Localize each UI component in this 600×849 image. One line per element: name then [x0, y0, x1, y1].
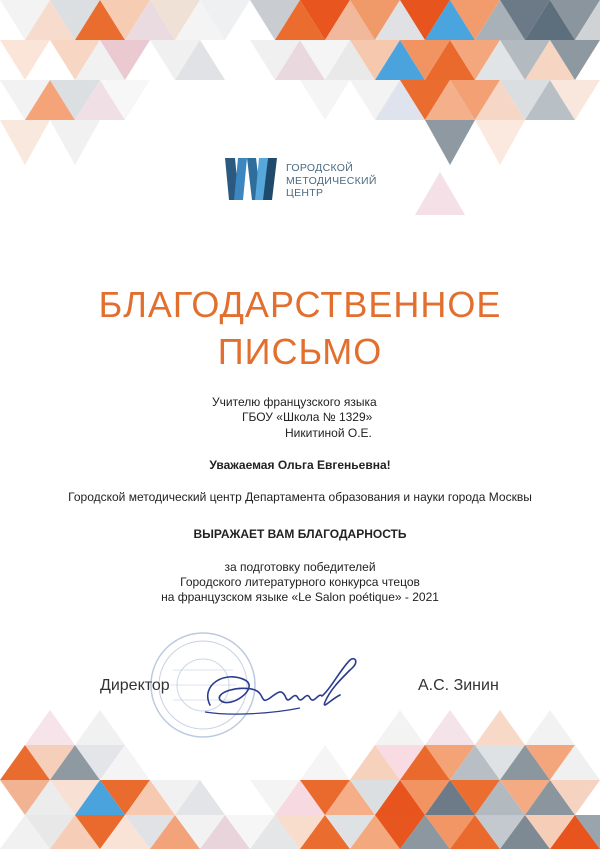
recipient-line-2: ГБОУ «Школа № 1329»	[242, 410, 373, 424]
reason-line-2: Городского литературного конкурса чтецов	[180, 575, 420, 589]
logo-line-1: ГОРОДСКОЙ	[286, 162, 354, 174]
logo-line-3: ЦЕНТР	[286, 187, 324, 199]
document-title-line-1: БЛАГОДАРСТВЕННОЕ	[98, 284, 502, 325]
document-title-line-2: ПИСЬМО	[217, 331, 383, 372]
reason-line-3: на французском языке «Le Salon poétique» - 2021	[161, 590, 439, 604]
reason-line-1: за подготовку победителей	[224, 560, 376, 574]
logo-text	[286, 162, 377, 200]
signatory-position: Директор	[100, 677, 170, 694]
logo-mark-icon	[225, 158, 277, 200]
decorative-triangles-bottom	[0, 710, 600, 849]
greeting: Уважаемая Ольга Евгеньевна!	[209, 458, 391, 472]
signatory-name: А.С. Зинин	[418, 677, 499, 694]
logo-line-2: МЕТОДИЧЕСКИЙ	[286, 174, 377, 187]
recipient-line-3: Никитиной О.Е.	[285, 426, 372, 440]
gratitude-heading: ВЫРАЖАЕТ ВАМ БЛАГОДАРНОСТЬ	[193, 527, 407, 541]
logo	[225, 158, 385, 202]
sender-text: Городской методический центр Департамента образования и науки города Москвы	[68, 490, 532, 504]
recipient-line-1: Учителю французского языка	[212, 395, 377, 409]
